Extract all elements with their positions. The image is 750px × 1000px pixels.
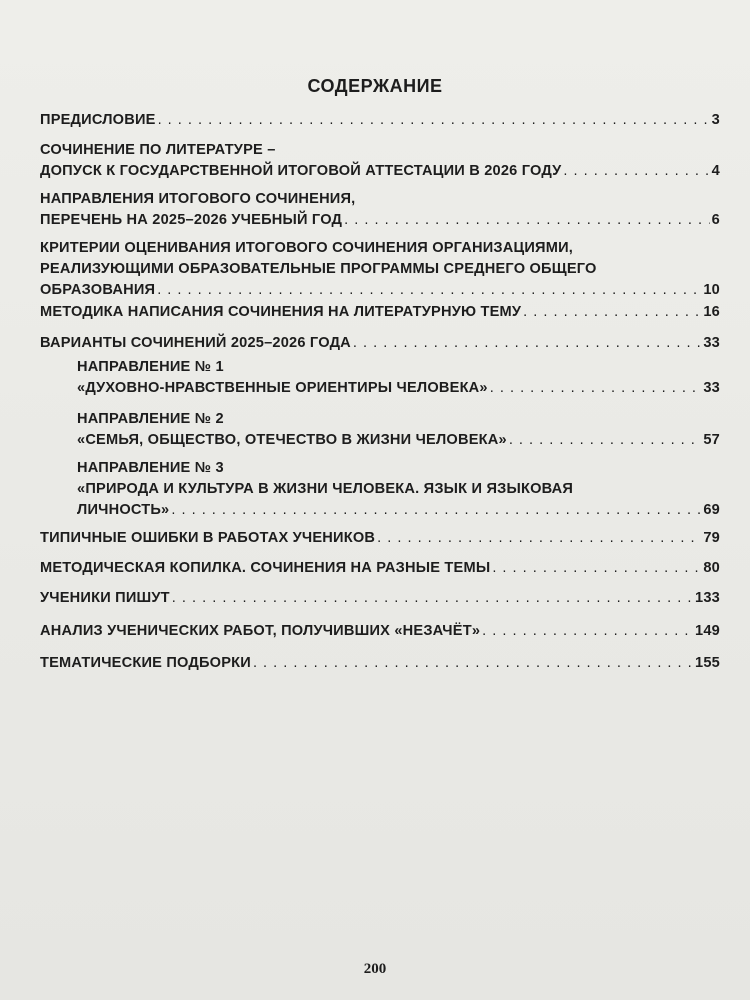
toc-entry — [40, 653, 720, 674]
toc-leader-dots — [353, 333, 701, 354]
toc-entry-row — [77, 500, 720, 521]
toc-entry-title-line: НАПРАВЛЕНИЕ № 1 — [77, 359, 224, 375]
toc-entry-row — [40, 110, 720, 131]
toc-leader-dots — [490, 378, 702, 399]
toc-leader-dots — [377, 528, 701, 549]
toc-entry — [40, 558, 720, 579]
toc-entry-title-line: РЕАЛИЗУЮЩИМИ ОБРАЗОВАТЕЛЬНЫЕ ПРОГРАММЫ СРЕДНЕГО ОБЩЕГО — [40, 261, 597, 277]
toc-entry-row — [40, 280, 720, 301]
toc-entry — [40, 621, 720, 642]
toc-entry-page: 16 — [703, 304, 720, 320]
toc-entry-page: 69 — [703, 502, 720, 518]
toc-entry-title: МЕТОДИЧЕСКАЯ КОПИЛКА. СОЧИНЕНИЯ НА РАЗНЫЕ ТЕМЫ — [40, 560, 491, 576]
toc-leader-dots — [172, 588, 693, 609]
toc-entry-title: ВАРИАНТЫ СОЧИНЕНИЙ 2025–2026 ГОДА — [40, 335, 351, 351]
toc-entry-row — [40, 653, 720, 674]
toc-entry-title-line: НАПРАВЛЕНИЯ ИТОГОВОГО СОЧИНЕНИЯ, — [40, 191, 356, 207]
toc-entry-row — [40, 588, 720, 609]
toc-entry-title: ТИПИЧНЫЕ ОШИБКИ В РАБОТАХ УЧЕНИКОВ — [40, 530, 376, 546]
toc-entry-page: 155 — [695, 655, 720, 671]
toc-entry-page: 6 — [711, 212, 720, 228]
page-number: 200 — [363, 961, 387, 977]
toc-entry-page: 79 — [703, 530, 720, 546]
toc-entry-title-line: НАПРАВЛЕНИЕ № 2 — [77, 411, 224, 427]
page-title: СОДЕРЖАНИЕ — [307, 76, 443, 96]
toc-entry — [40, 238, 720, 301]
toc-entry-title-line: СОЧИНЕНИЕ ПО ЛИТЕРАТУРЕ – — [40, 142, 276, 158]
toc-leader-dots — [492, 558, 701, 579]
toc-entry-row — [40, 161, 720, 182]
toc-entry-row — [77, 378, 720, 399]
toc-entry-title: УЧЕНИКИ ПИШУТ — [40, 590, 170, 606]
toc-entry-page: 149 — [695, 623, 720, 639]
toc-entry-title: ТЕМАТИЧЕСКИЕ ПОДБОРКИ — [40, 655, 251, 671]
toc-entry-row — [40, 210, 720, 231]
toc-entry — [77, 458, 720, 521]
toc-entry-page: 33 — [703, 335, 720, 351]
toc-entry-row — [77, 430, 720, 451]
toc-entry — [77, 409, 720, 451]
toc-leader-dots — [344, 210, 710, 231]
toc-entry-title-line: «ПРИРОДА И КУЛЬТУРА В ЖИЗНИ ЧЕЛОВЕКА. ЯЗЫК И ЯЗЫКОВАЯ — [77, 481, 574, 497]
toc-entry — [40, 588, 720, 609]
toc-leader-dots — [482, 621, 693, 642]
toc-leader-dots — [158, 110, 710, 131]
toc-entry — [77, 357, 720, 399]
toc-entry-page: 33 — [703, 380, 720, 396]
toc-entry-title-line: КРИТЕРИИ ОЦЕНИВАНИЯ ИТОГОВОГО СОЧИНЕНИЯ ОРГАНИЗАЦИЯМИ, — [40, 240, 574, 256]
toc-entry-title: ПРЕДИСЛОВИЕ — [40, 112, 156, 128]
toc-entry-row — [40, 302, 720, 323]
toc-entry — [40, 528, 720, 549]
toc-entry-page: 133 — [695, 590, 720, 606]
toc-entry-page: 57 — [703, 432, 720, 448]
toc-entry-title: ЛИЧНОСТЬ» — [77, 502, 170, 518]
toc-entry-row — [40, 558, 720, 579]
toc-entry-page: 3 — [711, 112, 720, 128]
toc-leader-dots — [509, 430, 702, 451]
toc-entry — [40, 302, 720, 323]
toc-leader-dots — [523, 302, 701, 323]
toc-entry-title: ДОПУСК К ГОСУДАРСТВЕННОЙ ИТОГОВОЙ АТТЕСТАЦИИ В 2026 ГОДУ — [40, 163, 562, 179]
toc-entry-title: ОБРАЗОВАНИЯ — [40, 282, 156, 298]
toc-entry-title: МЕТОДИКА НАПИСАНИЯ СОЧИНЕНИЯ НА ЛИТЕРАТУРНУЮ ТЕМУ — [40, 304, 522, 320]
toc-leader-dots — [563, 161, 709, 182]
toc-entry-row — [40, 621, 720, 642]
toc-entry-title: ПЕРЕЧЕНЬ НА 2025–2026 УЧЕБНЫЙ ГОД — [40, 212, 343, 228]
toc-entry-row — [40, 528, 720, 549]
toc-leader-dots — [253, 653, 693, 674]
toc-entry-row — [40, 333, 720, 354]
toc-entry-page: 4 — [711, 163, 720, 179]
toc-entry-title-line: НАПРАВЛЕНИЕ № 3 — [77, 460, 224, 476]
toc-leader-dots — [157, 280, 701, 301]
toc-entry — [40, 189, 720, 231]
toc-entry-title: «СЕМЬЯ, ОБЩЕСТВО, ОТЕЧЕСТВО В ЖИЗНИ ЧЕЛОВЕКА» — [77, 432, 507, 448]
toc-entry-title: АНАЛИЗ УЧЕНИЧЕСКИХ РАБОТ, ПОЛУЧИВШИХ «НЕЗАЧЁТ» — [40, 623, 481, 639]
toc-leader-dots — [171, 500, 701, 521]
toc-entry-page: 10 — [703, 282, 720, 298]
toc-entry — [40, 140, 720, 182]
toc-entry — [40, 110, 720, 131]
toc-entry-page: 80 — [703, 560, 720, 576]
toc-entry — [40, 333, 720, 354]
toc-entry-title: «ДУХОВНО-НРАВСТВЕННЫЕ ОРИЕНТИРЫ ЧЕЛОВЕКА» — [77, 380, 488, 396]
